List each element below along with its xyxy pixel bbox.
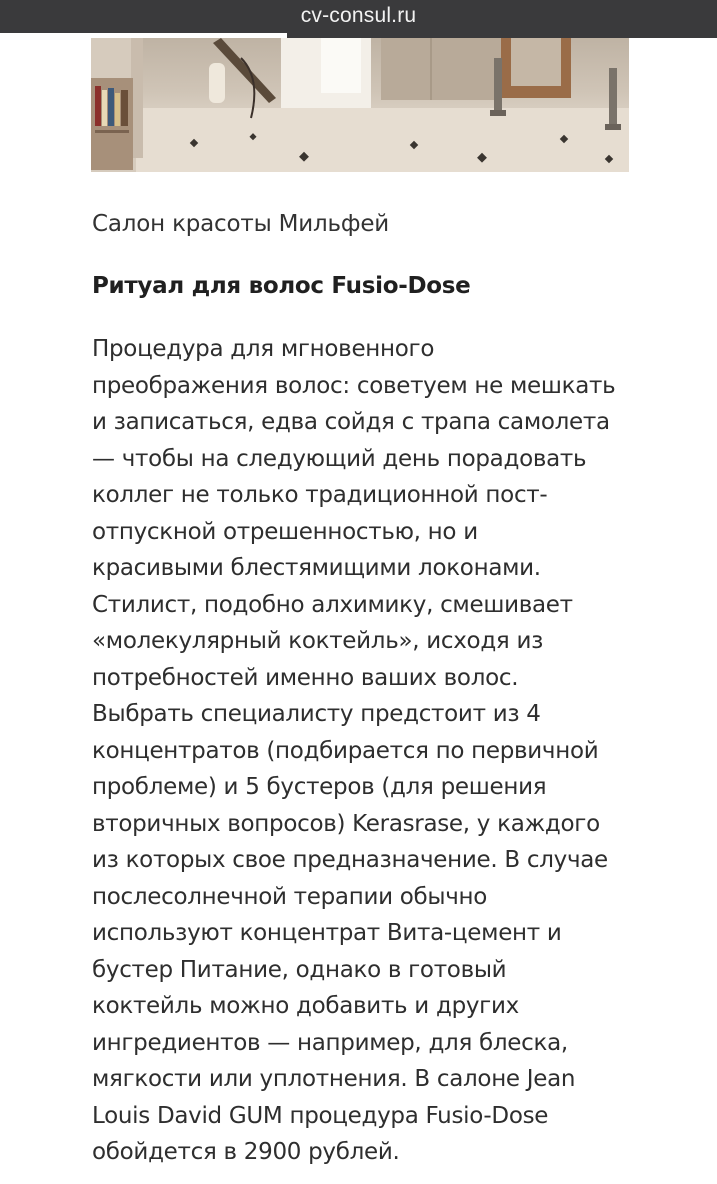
article-title: Ритуал для волос Fusio-Dose bbox=[92, 273, 471, 299]
interior-photo-icon bbox=[91, 38, 629, 172]
interior-photo bbox=[91, 38, 629, 172]
url-text[interactable]: cv-consul.ru bbox=[300, 4, 417, 27]
salon-name: Салон красоты Мильфей bbox=[92, 211, 390, 237]
article-body: Процедура для мгновенного преображения волос: советуем не мешкать и записаться, едва сойдя с трапа самолета — чтобы на следующий день порадовать коллег не только традиционной пост- отпускной отрешенностью, но и красивыми блестямищими локонами. Стилист, подобно алхимику, смешивает «молекулярный коктейль», исходя из потребностей именно ваших волос. Выбрать специалисту предстоит из 4 концентратов (подбирается по первичной проблеме) и 5 бустеров (для решения вторичных вопросов) Kerasrase, у каждого из которых свое предназначение. В случае послесолнечной терапии обычно используют концентрат Вита-цемент и бустер Питание, однако в готовый коктейль можно добавить и других ингредиентов — например, для блеска, мягкости или уплотнения. В салоне Jean Louis David GUM процедура Fusio-Dose обойдется в 2900 рублей. bbox=[92, 336, 616, 1165]
